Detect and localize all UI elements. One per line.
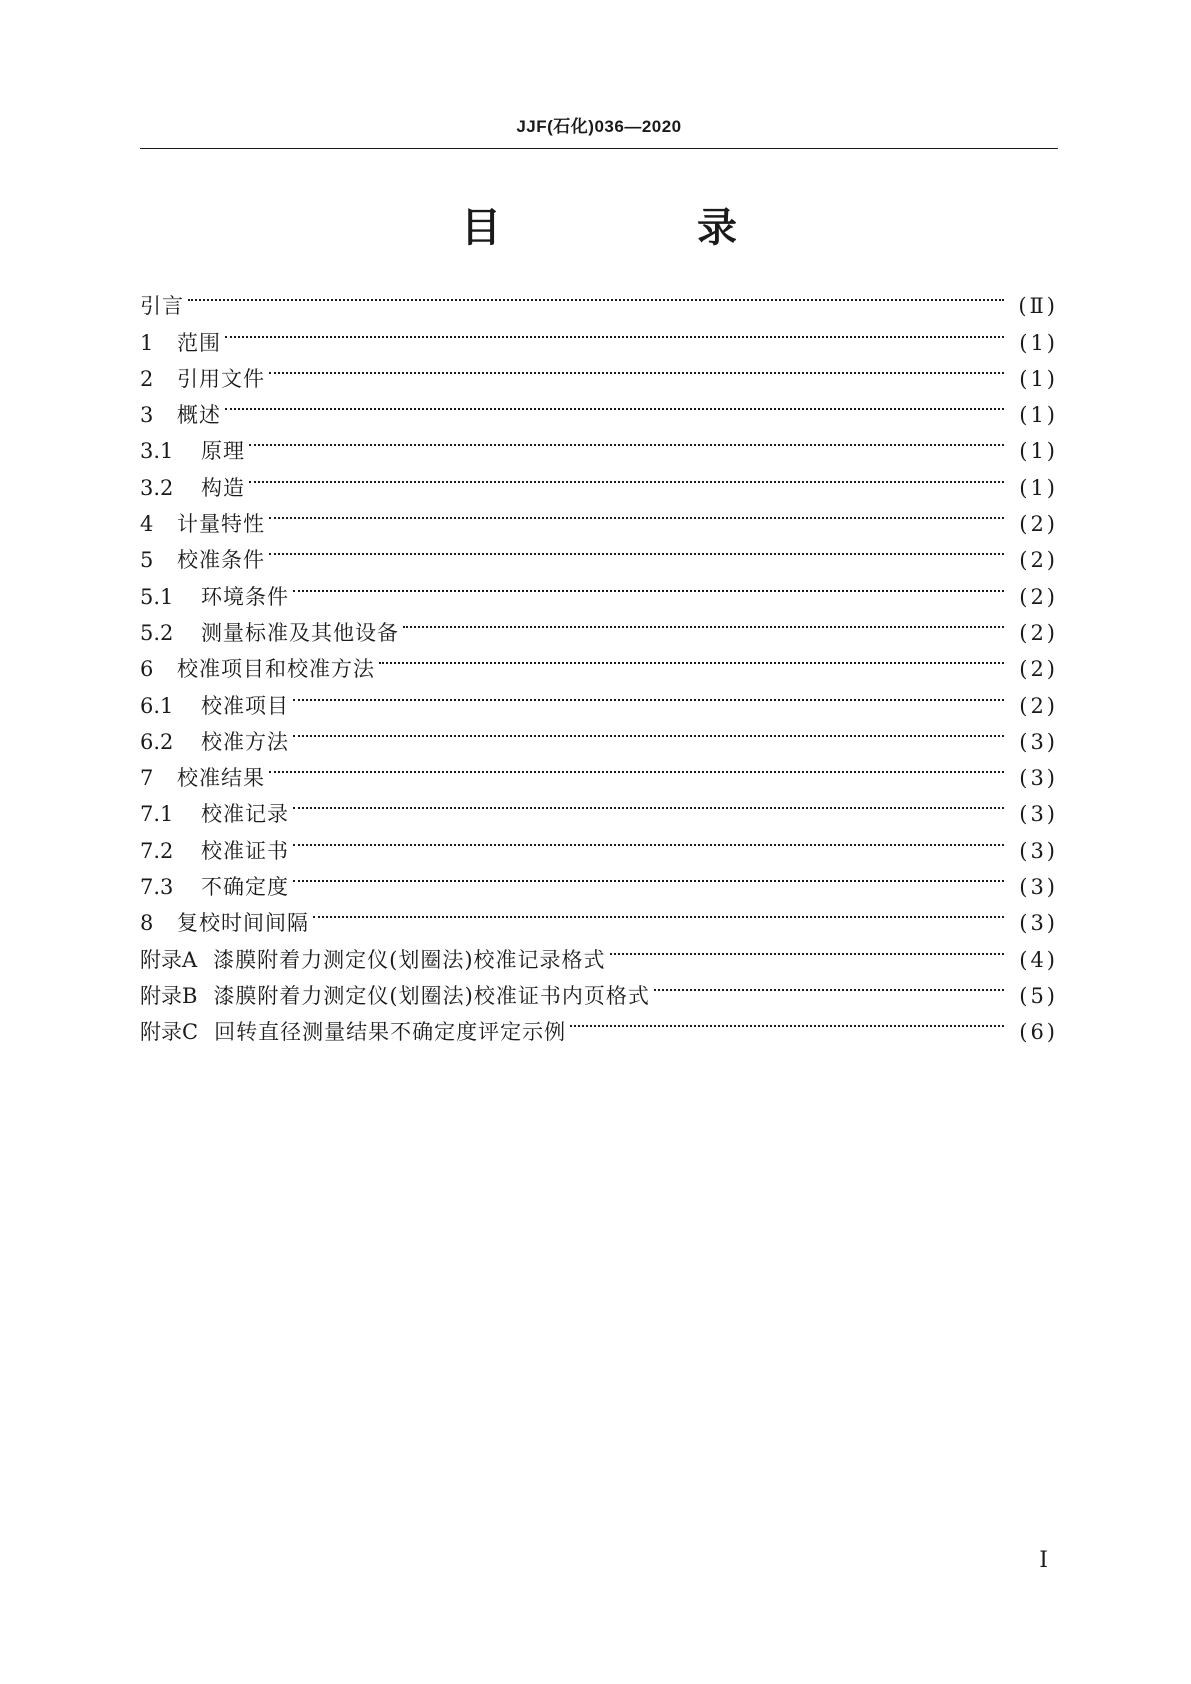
toc-dot-leader	[379, 640, 1004, 676]
toc-entry-number: 5.1	[140, 584, 174, 609]
toc-dot-leader	[293, 676, 1004, 712]
toc-entry-title: 回转直径测量结果不确定度评定示例	[214, 1020, 567, 1045]
toc-entry-title: 原理	[201, 439, 245, 464]
toc-entry[interactable]	[140, 422, 1058, 464]
toc-entry-page: (1)	[1019, 403, 1058, 428]
toc-entry-title: 构造	[201, 475, 245, 500]
toc-entry-title: 校准方法	[201, 729, 289, 754]
toc-entry-title: 校准项目和校准方法	[177, 657, 375, 682]
toc-entry-page: (3)	[1019, 875, 1058, 900]
toc-entry-title: 校准条件	[177, 548, 265, 573]
toc-entry[interactable]	[140, 495, 1058, 537]
toc-entry-page: (2)	[1019, 512, 1058, 537]
toc-entry[interactable]	[140, 749, 1058, 791]
toc-entry-page: (3)	[1019, 766, 1058, 791]
toc-entry[interactable]	[140, 531, 1058, 573]
toc-entry-page: (4)	[1019, 947, 1058, 972]
toc-entry-title: 测量标准及其他设备	[201, 620, 399, 645]
toc-entry-page: (3)	[1019, 729, 1058, 754]
toc-entry-number: 附录A	[140, 947, 198, 972]
toc-entry[interactable]	[140, 567, 1058, 609]
page-title: 目 录	[461, 205, 815, 251]
toc-dot-leader	[249, 422, 1004, 458]
toc-entry-title: 校准证书	[201, 838, 289, 863]
toc-entry-page: (1)	[1019, 330, 1058, 355]
toc-entry-page: (2)	[1019, 548, 1058, 573]
toc-dot-leader	[570, 1003, 1004, 1039]
toc-dot-leader	[249, 458, 1004, 494]
toc-entry-number: 4	[140, 512, 154, 537]
toc-entry-number: 3	[140, 403, 154, 428]
toc-entry[interactable]	[140, 313, 1058, 355]
toc-entry-page: (2)	[1019, 620, 1058, 645]
toc-dot-leader	[225, 386, 1004, 422]
toc-entry[interactable]	[140, 350, 1058, 391]
toc-entry-page: (1)	[1019, 366, 1058, 391]
toc-entry-title: 范围	[177, 330, 221, 355]
toc-entry-number: 5.2	[140, 620, 174, 645]
toc-dot-leader	[269, 350, 1004, 386]
toc-entry-title: 校准结果	[177, 766, 265, 791]
toc-dot-leader	[654, 967, 1004, 1003]
toc-dot-leader	[269, 749, 1004, 785]
toc-entry[interactable]	[140, 785, 1058, 827]
toc-dot-leader	[269, 495, 1004, 531]
toc-entry[interactable]	[140, 386, 1058, 428]
toc-entry-title: 漆膜附着力测定仪(划圈法)校准记录格式	[213, 947, 606, 972]
toc-entry-number: 附录C	[140, 1020, 199, 1045]
toc-entry-number: 7	[140, 766, 154, 791]
toc-entry-page: (1)	[1019, 439, 1058, 464]
toc-dot-leader	[225, 313, 1004, 349]
toc-dot-leader	[313, 894, 1004, 930]
toc-entry-page: (2)	[1019, 657, 1058, 682]
toc-entry-page: (1)	[1019, 475, 1058, 500]
toc-entry-page: (3)	[1019, 838, 1058, 863]
toc-entry-page: (3)	[1019, 911, 1058, 936]
toc-dot-leader	[188, 277, 1004, 313]
toc-dot-leader	[610, 930, 1004, 966]
toc-entry-number: 3.1	[140, 439, 174, 464]
header-rule	[140, 148, 1058, 149]
toc-entry-title: 环境条件	[201, 584, 289, 609]
toc-entry-number: 3.2	[140, 475, 174, 500]
toc-entry-number: 6.2	[140, 729, 174, 754]
toc-dot-leader	[293, 567, 1004, 603]
toc-entry-page: (5)	[1019, 983, 1058, 1008]
toc-entry-page: (Ⅱ)	[1018, 294, 1058, 319]
toc-entry[interactable]	[140, 277, 1058, 319]
toc-entry-number: 6.1	[140, 693, 174, 718]
toc-entry-title: 校准记录	[201, 802, 289, 827]
toc-entry-page: (2)	[1019, 693, 1058, 718]
toc-entry-title: 复校时间间隔	[177, 911, 309, 936]
toc-entry-page: (2)	[1019, 584, 1058, 609]
toc-entry-title: 引用文件	[177, 366, 265, 391]
toc-dot-leader	[293, 785, 1004, 821]
toc-entry-title: 概述	[177, 403, 221, 428]
table-of-contents	[140, 277, 1058, 1045]
document-code-header: JJF(石化)036—2020	[516, 117, 682, 136]
toc-entry-title: 漆膜附着力测定仪(划圈法)校准证书内页格式	[213, 983, 650, 1008]
toc-dot-leader	[293, 713, 1004, 749]
toc-entry-number: 8	[140, 911, 154, 936]
page-number: Ⅰ	[1039, 1548, 1048, 1573]
toc-entry-page: (6)	[1019, 1020, 1058, 1045]
toc-entry-number: 7.2	[140, 838, 174, 863]
toc-entry-number: 2	[140, 366, 154, 391]
toc-entry-title: 校准项目	[201, 693, 289, 718]
toc-entry-page: (3)	[1019, 802, 1058, 827]
toc-entry-title: 计量特性	[177, 512, 265, 537]
toc-dot-leader	[403, 604, 1004, 640]
toc-entry-number: 7.3	[140, 875, 174, 900]
toc-dot-leader	[293, 821, 1004, 857]
toc-entry-title: 引言	[140, 294, 184, 319]
toc-entry[interactable]	[140, 458, 1058, 500]
toc-dot-leader	[293, 858, 1004, 894]
toc-entry-number: 5	[140, 548, 154, 573]
toc-entry-number: 1	[140, 330, 154, 355]
toc-entry-number: 附录B	[140, 983, 198, 1008]
toc-entry-number: 6	[140, 657, 154, 682]
toc-dot-leader	[269, 531, 1004, 567]
toc-entry-number: 7.1	[140, 802, 174, 827]
toc-entry-title: 不确定度	[201, 875, 289, 900]
